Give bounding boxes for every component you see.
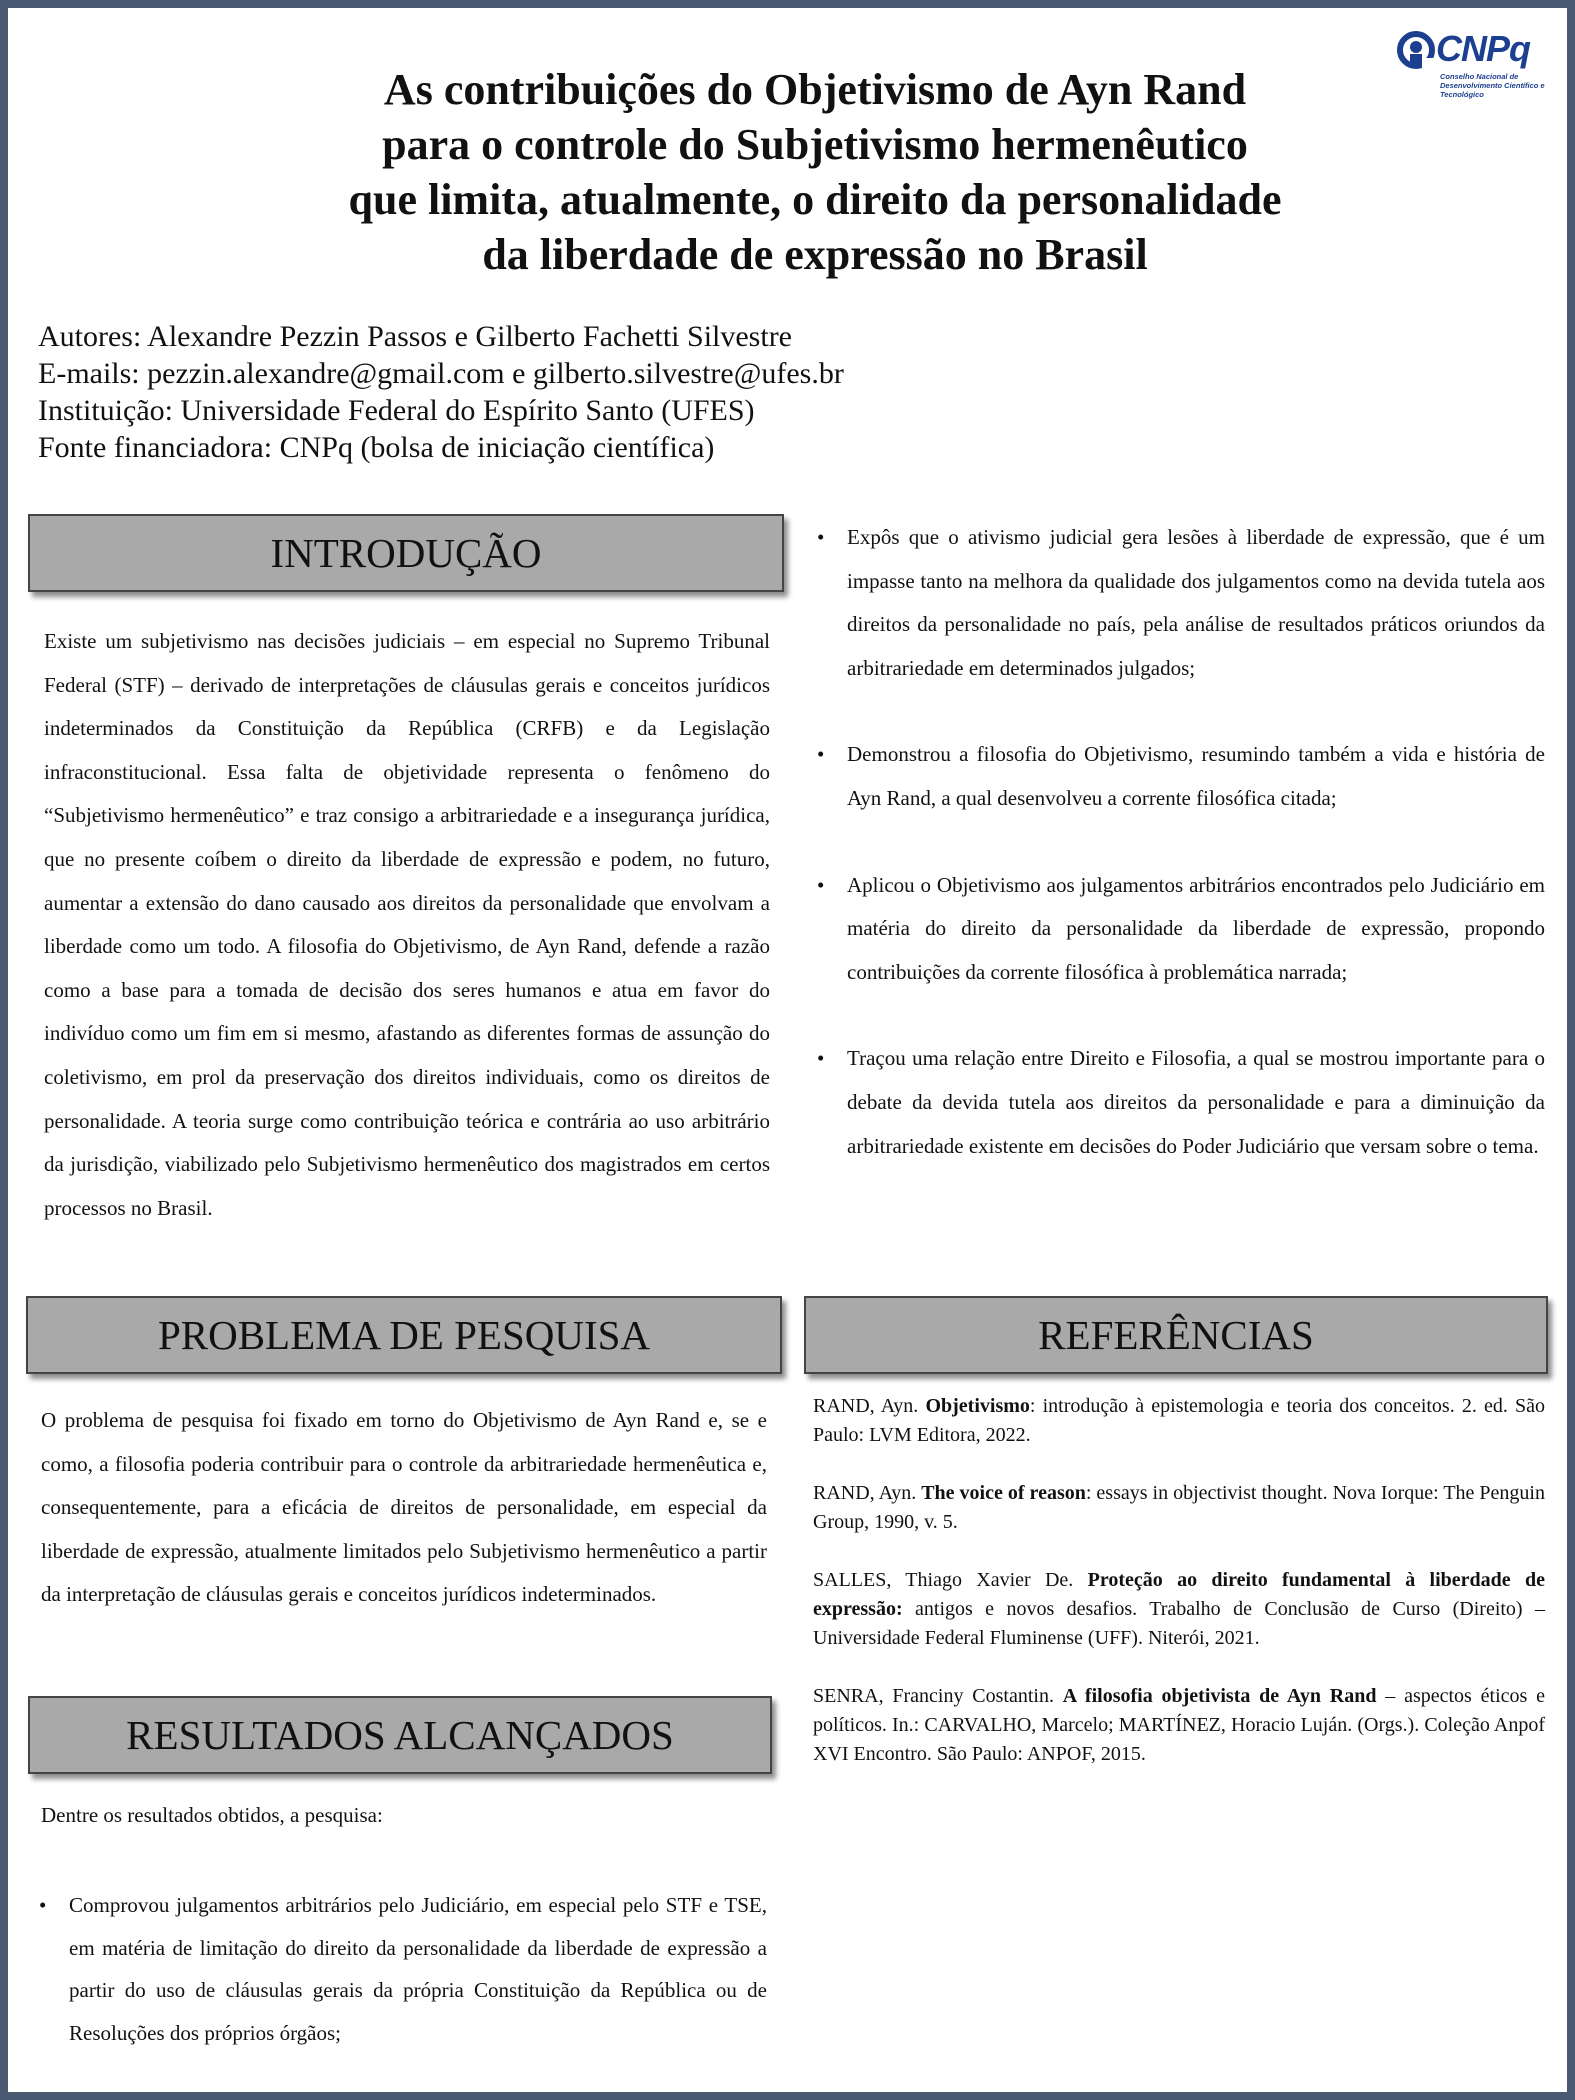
section-heading-referencias: REFERÊNCIAS [804, 1296, 1548, 1374]
resultados-intro: Dentre os resultados obtidos, a pesquisa: [41, 1803, 383, 1827]
poster-title [260, 62, 1370, 282]
reference-item: SALLES, Thiago Xavier De. Proteção ao direito fundamental à liberdade de expressão: antigos e novos desafios. Trabalho de Conclusão de Curso (Direito) – Universidade Federal Fluminense (UFF). Niterói, 2021. [813, 1569, 1545, 1649]
emails-line: E-mails: pezzin.alexandre@gmail.com e gilberto.silvestre@ufes.br [38, 357, 844, 390]
cnpq-logo [1392, 26, 1545, 99]
section-heading-problema: PROBLEMA DE PESQUISA [26, 1296, 782, 1374]
reference-item: SENRA, Franciny Costantin. A filosofia objetivista de Ayn Rand – aspectos éticos e políticos. In.: CARVALHO, Marcelo; MARTÍNEZ, Horacio Luján. (Orgs.). Coleção Anpof XVI Encontro. São Paulo: ANPOF, 2015. [813, 1685, 1545, 1765]
list-item: • Demonstrou a filosofia do Objetivismo, resumindo também a vida e história de Ayn Rand, a qual desenvolveu a corrente filosófica citada; [817, 733, 1545, 820]
section-heading-resultados: RESULTADOS ALCANÇADOS [28, 1696, 772, 1774]
references-list [813, 1392, 1545, 1798]
title-line: para o controle do Subjetivismo hermenêutico [382, 120, 1248, 169]
title-line: As contribuições do Objetivismo de Ayn Rand [383, 65, 1247, 114]
reference-item: RAND, Ayn. The voice of reason: essays in objectivist thought. Nova Iorque: The Penguin Group, 1990, v. 5. [813, 1482, 1545, 1533]
resultados-list-right [817, 516, 1545, 1168]
funding-line: Fonte financiadora: CNPq (bolsa de iniciação científica) [38, 431, 715, 464]
author-info [38, 318, 844, 466]
problema-text [41, 1399, 767, 1617]
institution-line: Instituição: Universidade Federal do Espírito Santo (UFES) [38, 394, 755, 427]
title-line: que limita, atualmente, o direito da personalidade [348, 175, 1282, 224]
list-item: • Traçou uma relação entre Direito e Filosofia, a qual se mostrou importante para o debate da devida tutela aos direitos da personalidade e para a diminuição da arbitrariedade existente em decisões do Poder Judiciário que versam sobre o tema. [817, 1037, 1545, 1168]
title-line: da liberdade de expressão no Brasil [482, 230, 1148, 279]
logo-subtitle: Conselho Nacional de Desenvolvimento Científico e Tecnológico [1440, 72, 1545, 99]
problema-paragraph: O problema de pesquisa foi fixado em torno do Objetivismo de Ayn Rand e, se e como, a filosofia poderia contribuir para o controle da arbitrariedade hermenêutica e, consequentemente, para a eficácia de direitos de personalidade, em especial da liberdade de expressão, atualmente limitados pelo Subjetivismo hermenêutico a partir da interpretação de cláusulas gerais e conceitos jurídicos indeterminados. [41, 1408, 767, 1607]
reference-item: RAND, Ayn. Objetivismo: introdução à epistemologia e teoria dos conceitos. 2. ed. São Paulo: LVM Editora, 2022. [813, 1395, 1545, 1446]
section-heading-introducao: INTRODUÇÃO [28, 514, 784, 592]
resultados-list-left [39, 1884, 767, 2054]
authors-line: Autores: Alexandre Pezzin Passos e Gilberto Fachetti Silvestre [38, 320, 792, 353]
list-item: • Comprovou julgamentos arbitrários pelo Judiciário, em especial pelo STF e TSE, em matéria de limitação do direito da personalidade da liberdade de expressão a partir do uso de cláusulas gerais da própria Constituição da República ou de Resoluções dos próprios órgãos; [39, 1884, 767, 2054]
logo-name: CNPq [1436, 28, 1530, 69]
list-item: • Expôs que o ativismo judicial gera lesões à liberdade de expressão, que é um impasse tanto na melhora da qualidade dos julgamentos como na devida tutela aos direitos da personalidade no país, pela análise de resultados práticos oriundos da arbitrariedade em determinados julgados; [817, 516, 1545, 690]
list-item: • Aplicou o Objetivismo aos julgamentos arbitrários encontrados pelo Judiciário em matéria do direito da personalidade da liberdade de expressão, propondo contribuições da corrente filosófica à problemática narrada; [817, 864, 1545, 995]
introducao-text [44, 620, 770, 1230]
cnpq-logo-icon [1396, 30, 1436, 70]
introducao-paragraph: Existe um subjetivismo nas decisões judiciais – em especial no Supremo Tribunal Federal (STF) – derivado de interpretações de cláusulas gerais e conceitos jurídicos indeterminados da Constituição da República (CRFB) e da Legislação infraconstitucional. Essa falta de objetividade representa o fenômeno do “Subjetivismo hermenêutico” e traz consigo a arbitrariedade e a insegurança jurídica, que no presente coíbem o direito da liberdade de expressão e podem, no futuro, aumentar a extensão do dano causado aos direitos da personalidade que envolvam a liberdade como um todo. A filosofia do Objetivismo, de Ayn Rand, defende a razão como a base para a tomada de decisão dos seres humanos e atua em favor do indivíduo como um fim em si mesmo, afastando as diferentes formas de assunção do coletivismo, em prol da preservação dos direitos individuais, como os direitos de personalidade. A teoria surge como contribuição teórica e contrária ao uso arbitrário da jurisdição, viabilizado pelo Subjetivismo hermenêutico dos magistrados em certos processos no Brasil. [44, 629, 770, 1220]
